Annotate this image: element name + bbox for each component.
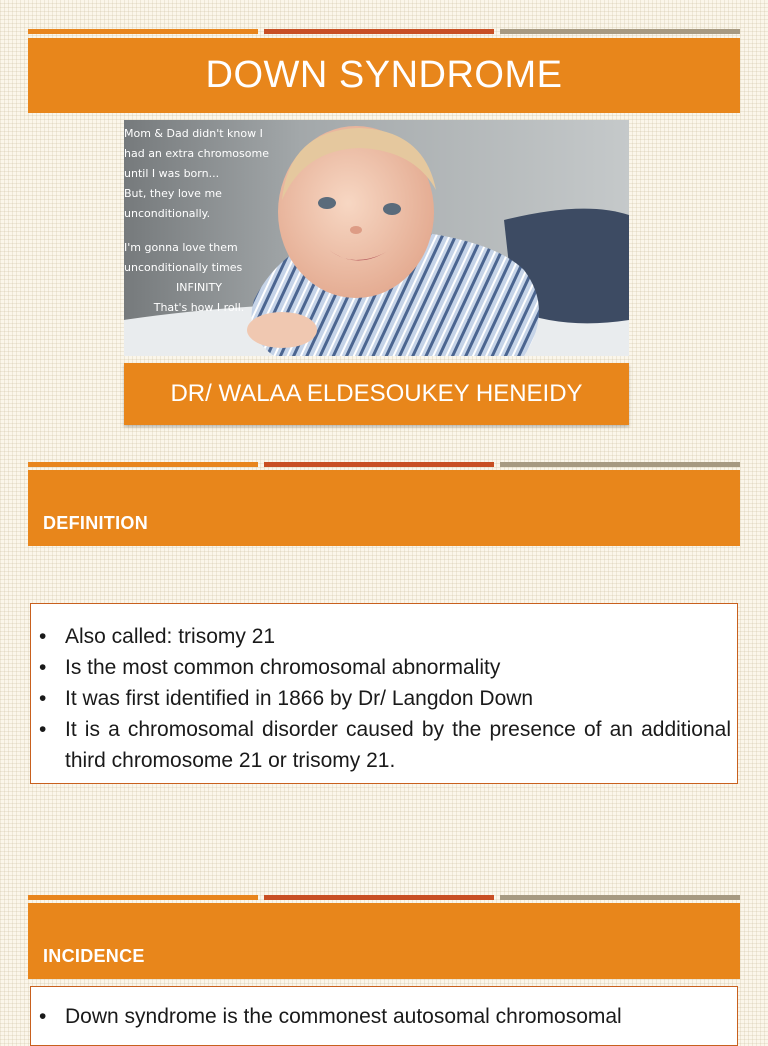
slide-title: DOWN SYNDROME <box>205 54 563 96</box>
quote-line: But, they love me <box>124 187 222 200</box>
definition-header <box>28 470 740 546</box>
quote-line: unconditionally times <box>124 261 243 274</box>
decorative-stripe <box>28 29 740 34</box>
definition-list <box>31 621 737 776</box>
title-bar <box>28 38 740 113</box>
list-item: • It was first identified in 1866 by Dr/ Langdon Down <box>31 683 737 714</box>
quote-line: unconditionally. <box>124 207 211 220</box>
list-item: • It is a chromosomal disorder caused by the presence of an additional third chromosome 21 or trisomy 21. <box>31 714 737 776</box>
list-item: • Is the most common chromosomal abnormality <box>31 652 737 683</box>
decorative-stripe <box>28 895 740 900</box>
section-heading: DEFINITION <box>43 513 148 533</box>
section-heading: INCIDENCE <box>43 946 145 966</box>
list-item: • Down syndrome is the commonest autosomal chromosomal <box>31 1001 737 1032</box>
quote-line: had an extra chromosome <box>124 147 269 160</box>
quote-line: That's how I roll. <box>153 301 245 314</box>
author-box <box>124 363 629 425</box>
photo-quote <box>124 124 274 318</box>
incidence-list <box>31 1001 737 1032</box>
incidence-content-box <box>30 986 738 1046</box>
author-name: DR/ WALAA ELDESOUKEY HENEIDY <box>170 380 583 407</box>
incidence-header <box>28 903 740 979</box>
quote-line: I'm gonna love them <box>124 241 238 254</box>
baby-photo <box>124 120 629 356</box>
quote-line: until I was born... <box>124 167 220 180</box>
quote-line: Mom & Dad didn't know I <box>124 127 263 140</box>
quote-line: INFINITY <box>176 281 222 294</box>
decorative-stripe <box>28 462 740 467</box>
list-item: • Also called: trisomy 21 <box>31 621 737 652</box>
definition-content-box <box>30 603 738 784</box>
